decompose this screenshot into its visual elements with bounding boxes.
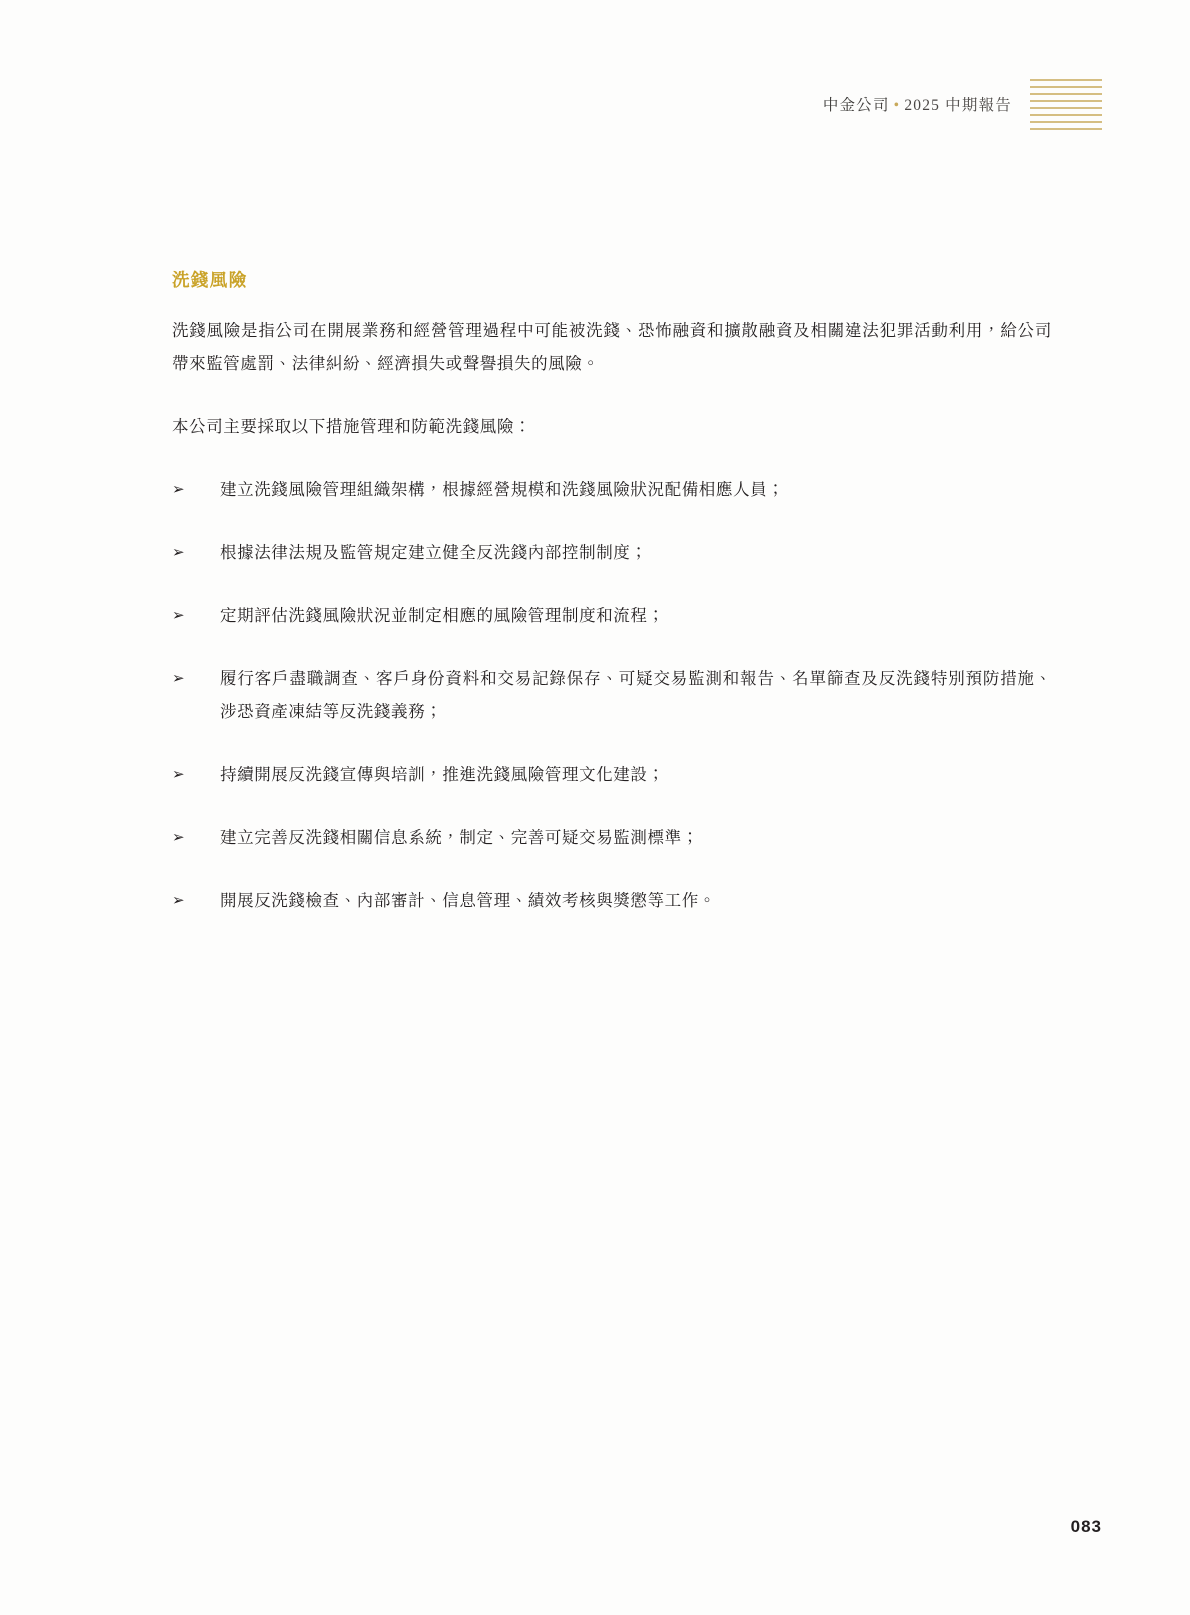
section-title: 洗錢風險 bbox=[172, 270, 248, 290]
list-item bbox=[172, 474, 1052, 507]
list-item bbox=[172, 600, 1052, 633]
list-item-text: 建立完善反洗錢相關信息系統，制定、完善可疑交易監測標準； bbox=[220, 828, 699, 847]
list-item-text: 建立洗錢風險管理組織架構，根據經營規模和洗錢風險狀況配備相應人員； bbox=[220, 480, 785, 499]
arrow-bullet-icon: ➢ bbox=[172, 669, 185, 687]
list-item bbox=[172, 537, 1052, 570]
arrow-bullet-icon: ➢ bbox=[172, 891, 185, 909]
arrow-bullet-icon: ➢ bbox=[172, 480, 185, 498]
list-item bbox=[172, 663, 1052, 729]
list-item-text: 履行客戶盡職調查、客戶身份資料和交易記錄保存、可疑交易監測和報告、名單篩查及反洗錢特別預防措施、涉恐資產凍結等反洗錢義務； bbox=[220, 669, 1052, 721]
paragraph-intro: 本公司主要採取以下措施管理和防範洗錢風險： bbox=[172, 417, 532, 436]
page-header bbox=[823, 78, 1102, 130]
list-item-text: 根據法律法規及監管規定建立健全反洗錢內部控制制度； bbox=[220, 543, 648, 562]
header-separator: • bbox=[893, 97, 901, 114]
measures-list bbox=[172, 474, 1052, 918]
header-report: 2025 中期報告 bbox=[904, 97, 1012, 114]
list-item-text: 開展反洗錢檢查、內部審計、信息管理、績效考核與獎懲等工作。 bbox=[220, 891, 716, 910]
horizontal-lines-ornament-icon bbox=[1030, 78, 1102, 130]
list-item bbox=[172, 822, 1052, 855]
list-item bbox=[172, 759, 1052, 792]
arrow-bullet-icon: ➢ bbox=[172, 828, 185, 846]
list-item-text: 定期評估洗錢風險狀況並制定相應的風險管理制度和流程； bbox=[220, 606, 665, 625]
list-item bbox=[172, 885, 1052, 918]
arrow-bullet-icon: ➢ bbox=[172, 543, 185, 561]
page-content bbox=[172, 268, 1052, 948]
header-title bbox=[823, 93, 1012, 115]
arrow-bullet-icon: ➢ bbox=[172, 606, 185, 624]
paragraph-definition: 洗錢風險是指公司在開展業務和經營管理過程中可能被洗錢、恐怖融資和擴散融資及相關違法犯罪活動利用，給公司帶來監管處罰、法律糾紛、經濟損失或聲譽損失的風險。 bbox=[172, 321, 1052, 373]
arrow-bullet-icon: ➢ bbox=[172, 765, 185, 783]
list-item-text: 持續開展反洗錢宣傳與培訓，推進洗錢風險管理文化建設； bbox=[220, 765, 665, 784]
header-company: 中金公司 bbox=[822, 97, 890, 114]
page-number: 083 bbox=[1070, 1517, 1102, 1536]
